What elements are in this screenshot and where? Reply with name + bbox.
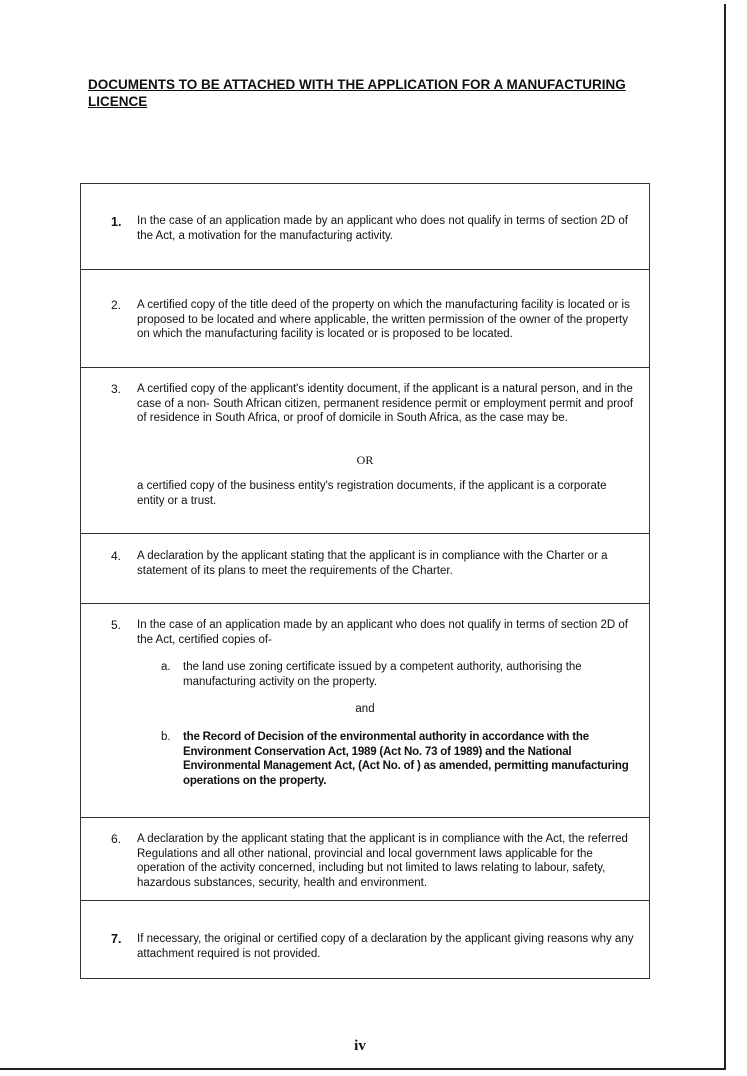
sub-item-letter: a. bbox=[161, 661, 171, 673]
page-heading: DOCUMENTS TO BE ATTACHED WITH THE APPLICATION FOR A MANUFACTURING LICENCE bbox=[88, 77, 626, 109]
item-number: 6. bbox=[111, 832, 122, 846]
item-text-alt: a certified copy of the business entity's registration documents, if the applicant is a corporate entity or a trust. bbox=[137, 480, 607, 507]
table-row bbox=[81, 184, 649, 270]
item-number: 5. bbox=[111, 618, 122, 632]
table-row bbox=[81, 368, 649, 534]
or-separator: OR bbox=[356, 453, 374, 467]
and-separator: and bbox=[355, 703, 375, 715]
item-number: 4. bbox=[111, 549, 122, 563]
item-number: 3. bbox=[111, 382, 122, 396]
table-row bbox=[81, 604, 649, 818]
table-row bbox=[81, 901, 649, 978]
item-number: 2. bbox=[111, 298, 122, 312]
item-text: A certified copy of the title deed of the property on which the manufacturing facility is located or is proposed to be located and where applicable, the written permission of the owner of the property on which the manufacturing facility is located or is proposed to be located. bbox=[137, 299, 630, 340]
item-text: A certified copy of the applicant's identity document, if the applicant is a natural person, and in the case of a non- South African citizen, permanent residence permit or employment permit and proof of residence in South Africa, or proof of domicile in South Africa, as the case may be. bbox=[137, 383, 634, 424]
table-row bbox=[81, 818, 649, 901]
item-text: In the case of an application made by an applicant who does not qualify in terms of section 2D of the Act, a motivation for the manufacturing activity. bbox=[137, 215, 628, 242]
item-text: If necessary, the original or certified copy of a declaration by the applicant giving reasons why any attachment required is not provided. bbox=[137, 933, 634, 960]
item-text: A declaration by the applicant stating that the applicant is in compliance with the Charter or a statement of its plans to meet the requirements of the Charter. bbox=[137, 550, 608, 577]
sub-item-text-part: the Record of Decision of the environmental authority in accordance with the Environment Conservation Act, 1989 (Act No. 73 of 1989) and the National Environmental Management Act, bbox=[183, 731, 589, 772]
table-row bbox=[81, 534, 649, 604]
sub-item-text: the land use zoning certificate issued by a competent authority, authorising the manufacturing activity on the property. bbox=[183, 661, 582, 688]
sub-item-text-part: (Act No. of ) as amended, permitting manufacturing operations on the property. bbox=[183, 760, 629, 787]
table-row bbox=[81, 270, 649, 368]
item-number: 7. bbox=[111, 932, 122, 946]
documents-table bbox=[80, 183, 650, 979]
item-text: In the case of an application made by an applicant who does not qualify in terms of section 2D of the Act, certified copies of- bbox=[137, 619, 628, 646]
item-number: 1. bbox=[111, 215, 122, 229]
page-number: iv bbox=[354, 1038, 366, 1054]
sub-item-letter: b. bbox=[161, 731, 171, 743]
item-text: A declaration by the applicant stating that the applicant is in compliance with the Act, the referred Regulations and all other national, provincial and local government laws applicable for the operation of the activity concerned, including but not limited to laws relating to labour, safety, hazardous substances, security, health and environment. bbox=[137, 833, 628, 889]
sub-item-text bbox=[183, 730, 633, 788]
